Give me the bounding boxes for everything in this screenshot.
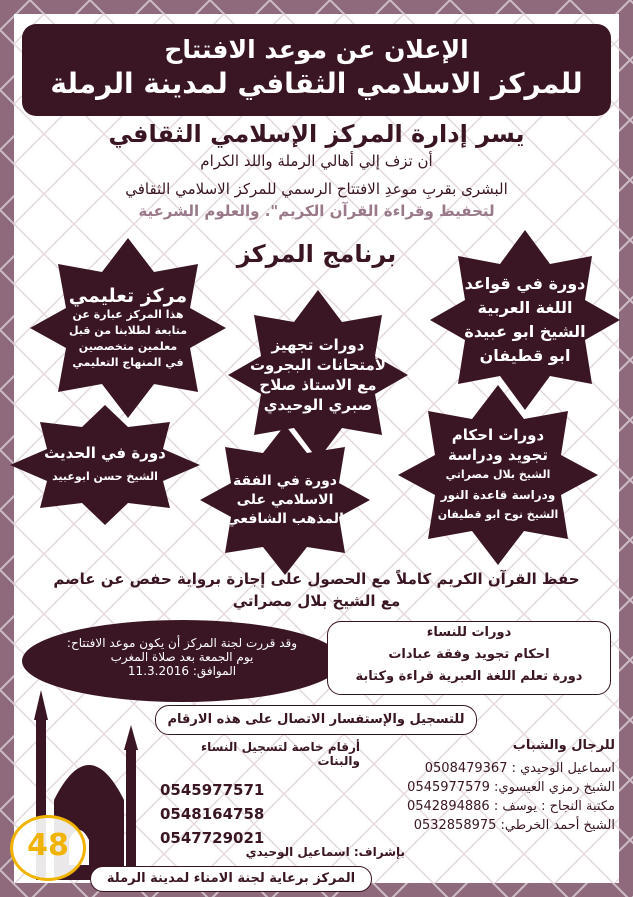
star-arabic-l1: دورة في قواعد [464, 274, 586, 293]
star-education-l2: متابعة لطلابنا من قبل [68, 324, 188, 337]
men-contact-4: الشيخ أحمد الخرطي: 0532858975 [413, 818, 615, 833]
star-prep-l4: صبري الوحيدي [263, 396, 373, 414]
program-heading: برنامج المركز [236, 240, 397, 268]
title-banner [22, 24, 611, 116]
quran-line-2: مع الشيخ بلال مصراتي [232, 592, 401, 610]
registration-banner: للتسجيل والإستفسار الاتصال على هذه الارقام [155, 705, 477, 735]
star-ahkam-l3: الشيخ بلال مصراتي [445, 468, 551, 481]
men-contact-1: اسماعيل الوحيدي : 0508479367 [424, 761, 615, 776]
women-phone-2: 0548164758 [160, 805, 265, 823]
men-contact-2: الشيخ رمزي العيسوي: 0545977579 [407, 780, 615, 795]
star-ahkam-l2: تجويد ودراسة [448, 446, 549, 464]
star-prep-l3: مع الاستاذ صلاح [259, 376, 377, 394]
women-l2: احكام تجويد وفقة عبادات [388, 647, 550, 662]
star-education-l1: هذا المركز عبارة عن [72, 308, 184, 321]
men-contacts-title: للرجال والشباب [512, 738, 615, 753]
star-education-l3: معلمين متخصصين [78, 340, 178, 353]
women-contacts-title: أرقام خاصة لتسجيل النساء والبنات [201, 740, 360, 768]
star-education-l4: في المنهاج التعليمي [72, 356, 184, 369]
star-ahkam-l5: الشيخ نوح ابو قطيفان [437, 508, 559, 521]
star-hadith-l1: دورة في الحديث [44, 444, 166, 462]
star-arabic-course [430, 230, 620, 410]
women-phone-1: 0545977571 [160, 781, 265, 799]
opening-l3: الموافق: 11.3.2016 [127, 664, 237, 678]
star-ahkam-course [398, 385, 598, 565]
star-fiqh-l1: دورة في الفقة [233, 472, 337, 489]
star-fiqh-course [200, 425, 370, 575]
star-education-center [30, 238, 226, 418]
men-contact-3: مكتبة النجاح : يوسف : 0542894886 [406, 799, 615, 814]
star-education-title: مركز تعليمي [68, 285, 188, 307]
quran-line-1: حفظ القرآن الكريم كاملاً مع الحصول على إجازة برواية حفص عن عاصم [53, 570, 580, 588]
women-contacts [160, 740, 360, 850]
star-prep-l2: لأمتحانات البجروت [249, 356, 387, 374]
intro-line-2: البشرى بقربِ موعدِ الافتتاح الرسمي للمركز الاسلامي الثقافي [125, 180, 508, 198]
title-line-1: الإعلان عن موعد الافتتاح [164, 35, 469, 64]
sponsor-banner: المركز برعاية لجنة الامناء لمدينة الرملة [90, 866, 372, 892]
intro-line-3: لتحفيظ وقراءة القرآن الكريم". والعلوم الشرعية [138, 202, 495, 220]
intro-line-1: أن تزف إلي أهالي الرملة واللد الكرام [200, 152, 433, 170]
opening-l1: وقد قررت لجنة المركز أن يكون موعد الافتتاح: [66, 636, 298, 650]
yafa48-logo: 48 [10, 815, 86, 881]
star-prep-l1: دورات تجهيز [271, 336, 365, 354]
star-fiqh-l2: الاسلامي على [236, 491, 334, 508]
star-arabic-l3: الشيخ ابو عبيدة [464, 322, 586, 341]
star-hadith-course [10, 405, 200, 525]
women-phone-3: 0547729021 [160, 829, 265, 847]
women-courses-box [327, 621, 611, 695]
men-contacts [360, 738, 615, 835]
supervision-line: بإشراف: اسماعيل الوحيدي [245, 845, 405, 859]
star-arabic-l4: ابو قطيفان [479, 346, 571, 365]
star-fiqh-l3: المذهب الشافعي [226, 510, 344, 527]
star-arabic-l2: اللغة العربية [477, 298, 573, 317]
women-l3: دورة تعلم اللغة العبرية قراءة وكتابة [355, 669, 583, 684]
title-line-2: للمركز الاسلامي الثقافي لمدينة الرملة [50, 67, 583, 100]
star-ahkam-l1: دورات احكام [451, 426, 545, 444]
star-ahkam-l4: ودراسة قاعدة النور [440, 488, 556, 502]
star-hadith-l2: الشيخ حسن ابوعبيد [52, 470, 158, 483]
opening-l2: يوم الجمعة بعد صلاة المغرب [110, 650, 254, 664]
women-l1: دورات للنساء [426, 625, 512, 640]
intro-heading: يسر إدارة المركز الإسلامي الثقافي [108, 120, 525, 148]
